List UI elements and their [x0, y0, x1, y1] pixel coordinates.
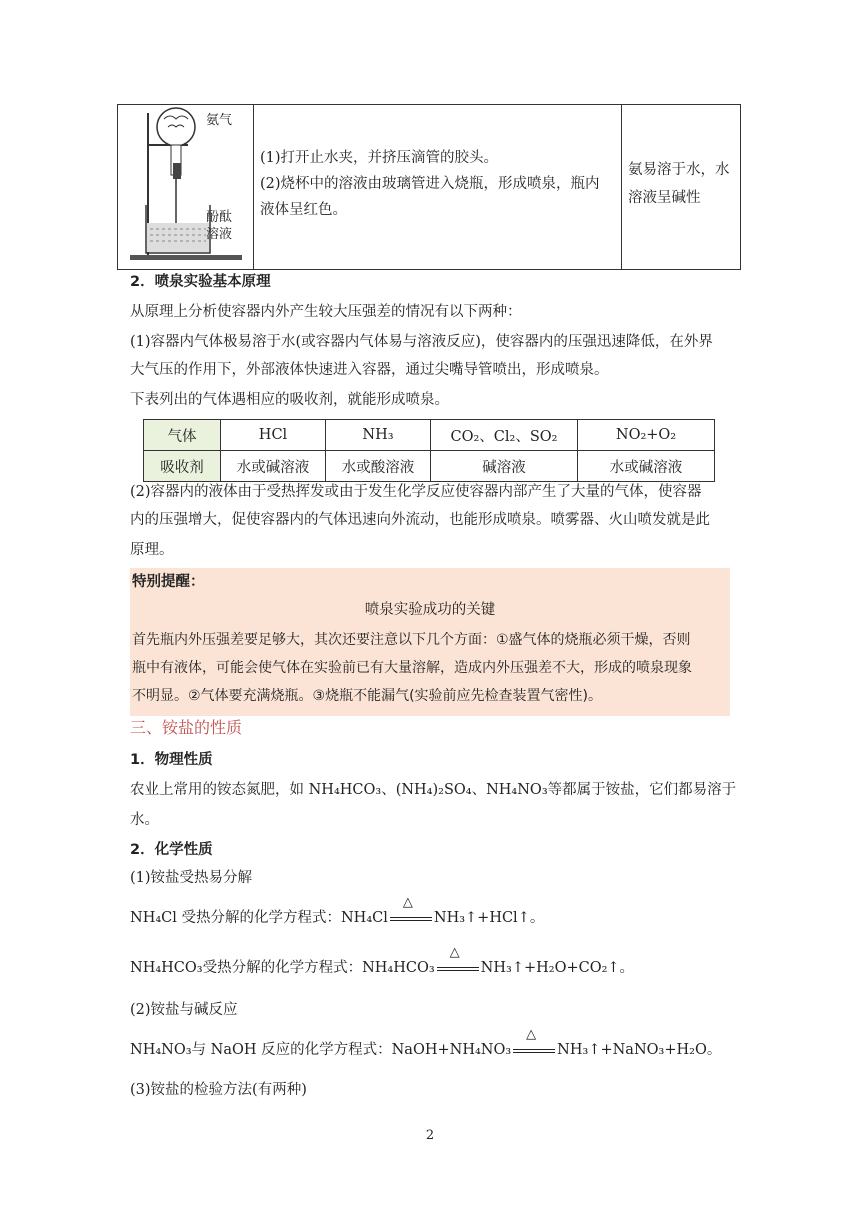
experiment-table [117, 104, 741, 270]
para2-line-1: (2)容器内的液体由于受热挥发或由于发生化学反应使容器内部产生了大量的气体，使容器 [130, 484, 702, 500]
eq1-prefix: NH₄Cl 受热分解的化学方程式：NH₄Cl [130, 910, 388, 926]
gas-header: 气体 [144, 420, 221, 451]
tip-title: 喷泉实验成功的关键 [364, 602, 496, 618]
table-row [144, 420, 715, 451]
phenolphthalein-label: 酚酞 溶液 [206, 210, 233, 242]
page-number: 2 [425, 1128, 435, 1143]
gas-absorbent-table [143, 419, 715, 482]
tip-label: 特别提醒： [132, 574, 205, 590]
table-intro: 下表列出的气体遇相应的吸收剂，就能形成喷泉。 [130, 392, 449, 408]
conclusion-line-1: 氨易溶于水，水 [628, 162, 730, 178]
gas-cell: NO₂+O₂ [578, 420, 715, 451]
step-2: (2)烧杯中的溶液由玻璃管进入烧瓶，形成喷泉，瓶内 [260, 176, 600, 192]
fountain-apparatus-diagram [118, 105, 253, 271]
table-row [144, 451, 715, 482]
heat-condition-arrow [437, 945, 479, 978]
equation-3 [130, 1027, 722, 1060]
sub-2-title: 2．化学性质 [130, 842, 213, 858]
tip-line-1: 首先瓶内外压强差要足够大，其次还要注意以下几个方面：①盛气体的烧瓶必须干燥，否则 [132, 632, 691, 648]
para1-line-1: (1)容器内气体极易溶于水(或容器内气体易与溶液反应)，使容器内的压强迅速降低，在外界 [130, 334, 713, 350]
absorbent-cell: 水或碱溶液 [578, 451, 715, 482]
tip-line-3: 不明显。②气体要充满烧瓶。③烧瓶不能漏气(实验前应先检查装置气密性)。 [132, 688, 603, 704]
equation-1 [130, 895, 545, 928]
para2-line-3: 原理。 [130, 542, 174, 558]
phys-line-1: 农业上常用的铵态氮肥，如 NH₄HCO₃、(NH₄)₂SO₄、NH₄NO₃等都属于铵盐，它们都易溶于 [130, 782, 737, 798]
conclusion-cell [621, 105, 741, 269]
eq2-prefix: NH₄HCO₃受热分解的化学方程式：NH₄HCO₃ [130, 960, 435, 976]
eq3-suffix: NH₃↑+NaNO₃+H₂O。 [557, 1042, 722, 1058]
special-tip-box [130, 568, 730, 716]
intro-paragraph: 从原理上分析使容器内外产生较大压强差的情况有以下两种： [130, 304, 522, 320]
step-1: (1)打开止水夹，并挤压滴管的胶头。 [260, 150, 499, 166]
heat-condition-arrow [390, 895, 432, 928]
steps-cell [253, 105, 622, 269]
ammonia-label: 氨气 [206, 113, 233, 128]
apparatus-cell [118, 105, 254, 269]
gas-cell: HCl [221, 420, 326, 451]
tip-line-2: 瓶中有液体，可能会使气体在实验前已有大量溶解，造成内外压强差不大，形成的喷泉现象 [132, 660, 692, 676]
section-3-title: 三、铵盐的性质 [130, 718, 243, 737]
eq3-prefix: NH₄NO₃与 NaOH 反应的化学方程式：NaOH+NH₄NO₃ [130, 1042, 512, 1058]
heat-symbol: △ [402, 895, 413, 910]
heat-symbol: △ [526, 1027, 537, 1042]
chem-2-title: (2)铵盐与碱反应 [130, 1002, 238, 1018]
heat-symbol: △ [449, 945, 460, 960]
section-2-title: 2．喷泉实验基本原理 [130, 274, 271, 290]
phys-line-2: 水。 [130, 812, 159, 828]
eq1-suffix: NH₃↑+HCl↑。 [433, 910, 545, 926]
heat-condition-arrow [513, 1027, 555, 1060]
absorbent-cell: 碱溶液 [431, 451, 578, 482]
para1-line-2: 大气压的作用下，外部液体快速进入容器，通过尖嘴导管喷出，形成喷泉。 [130, 362, 609, 378]
absorbent-header: 吸收剂 [144, 451, 221, 482]
chem-1-title: (1)铵盐受热易分解 [130, 870, 253, 886]
equation-2 [130, 945, 635, 978]
sub-1-title: 1．物理性质 [130, 752, 213, 768]
para2-line-2: 内的压强增大，促使容器内的气体迅速向外流动，也能形成喷泉。喷雾器、火山喷发就是此 [130, 512, 710, 528]
chem-3-title: (3)铵盐的检验方法(有两种) [130, 1082, 307, 1098]
step-2-cont: 液体呈红色。 [260, 202, 347, 218]
eq2-suffix: NH₃↑+H₂O+CO₂↑。 [480, 960, 635, 976]
absorbent-cell: 水或碱溶液 [221, 451, 326, 482]
absorbent-cell: 水或酸溶液 [326, 451, 431, 482]
gas-cell: NH₃ [326, 420, 431, 451]
gas-cell: CO₂、Cl₂、SO₂ [431, 420, 578, 451]
conclusion-line-2: 溶液呈碱性 [628, 190, 701, 206]
